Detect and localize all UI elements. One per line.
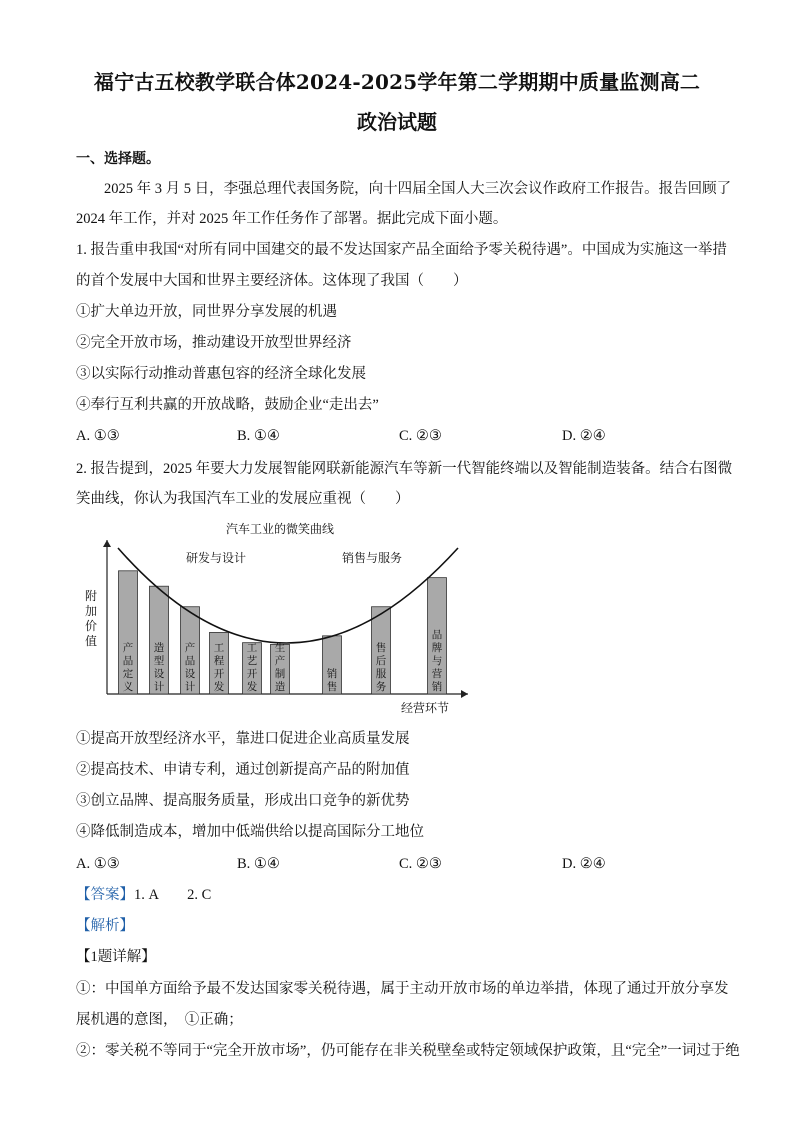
- smile-curve-line: [118, 548, 458, 643]
- section-heading: 一、选择题。: [76, 151, 160, 167]
- q2-item-4: ④降低制造成本，增加中低端供给以提高国际分工地位: [76, 824, 424, 840]
- category-label-char: 开: [213, 668, 225, 680]
- q2-item-2: ②提高技术、申请专利，通过创新提高产品的附加值: [76, 762, 410, 778]
- category-label-char: 品: [122, 655, 134, 667]
- intro-line-1: 2025 年 3 月 5 日，李强总理代表国务院，向十四届全国人大三次会议作政府工作报告。报告回顾了: [104, 181, 732, 197]
- category-label-char: 开: [246, 668, 258, 680]
- category-label-char: 销: [431, 681, 443, 693]
- category-label-char: 售: [326, 681, 338, 693]
- category-label-char: 售: [375, 642, 387, 654]
- category-label-char: 定: [122, 668, 134, 680]
- category-label-char: 产: [184, 642, 196, 654]
- smile-curve-chart: [80, 518, 480, 718]
- category-label-char: 造: [153, 642, 165, 654]
- category-label-char: 计: [184, 681, 196, 693]
- chart-title: 汽车工业的微笑曲线: [225, 522, 335, 536]
- category-label-char: 与: [431, 655, 443, 667]
- category-label-char: 生: [274, 642, 286, 654]
- answer-label: 【答案】: [76, 887, 134, 903]
- q1-stem-line-2: 的首个发展中大国和世界主要经济体。这体现了我国（ ）: [76, 273, 468, 289]
- category-label-char: 后: [375, 655, 387, 667]
- category-label-char: 务: [375, 681, 387, 693]
- analysis-label: 【解析】: [76, 918, 134, 934]
- x-axis-label: 经营环节: [400, 701, 450, 715]
- x-axis-arrow: [461, 690, 468, 698]
- q1-item-3: ③以实际行动推动普惠包容的经济全球化发展: [76, 366, 366, 382]
- q1-item-4: ④奉行互利共赢的开放战略，鼓励企业“走出去”: [76, 397, 379, 413]
- category-label-char: 服: [375, 668, 387, 680]
- category-label-char: 营: [431, 668, 443, 680]
- category-label-char: 制: [274, 668, 286, 680]
- category-label-char: 牌: [431, 642, 443, 654]
- annotation-rd: 研发与设计: [185, 551, 247, 565]
- q2-stem-line-1: 2. 报告提到，2025 年要大力发展智能网联新能源汽车等新一代智能终端以及智能制造装备。结合右图微: [76, 461, 733, 477]
- category-label-char: 品: [431, 629, 443, 641]
- detail-label: 【1题详解】: [76, 949, 156, 965]
- detail-para1-line1: ①：中国单方面给予最不发达国家零关税待遇，属于主动开放市场的单边举措，体现了通过开放分享发: [76, 981, 729, 997]
- q1-item-2: ②完全开放市场，推动建设开放型世界经济: [76, 335, 352, 351]
- chart-svg: [80, 518, 480, 718]
- category-label-char: 义: [122, 681, 134, 693]
- category-label-char: 程: [213, 655, 225, 667]
- answer-text: 1. A 2. C: [134, 887, 212, 903]
- q2-option-d: D. ②④: [562, 856, 606, 872]
- category-label-char: 品: [184, 655, 196, 667]
- q1-option-b: B. ①④: [237, 428, 280, 444]
- category-label-char: 发: [246, 681, 258, 693]
- page-subtitle: 政治试题: [357, 110, 437, 134]
- category-label-char: 型: [153, 655, 165, 667]
- y-axis-label-char: 价: [84, 619, 98, 633]
- category-label-char: 产: [122, 642, 134, 654]
- category-label-char: 艺: [246, 655, 258, 667]
- q2-item-3: ③创立品牌、提高服务质量，形成出口竞争的新优势: [76, 793, 410, 809]
- annotation-sales: 销售与服务: [341, 551, 403, 565]
- detail-para1-line2: 展机遇的意图， ①正确；: [76, 1012, 243, 1028]
- category-label-char: 计: [153, 681, 165, 693]
- category-label-char: 设: [153, 668, 165, 680]
- intro-line-2: 2024 年工作，并对 2025 年工作任务作了部署。据此完成下面小题。: [76, 211, 508, 227]
- q2-stem-line-2: 笑曲线，你认为我国汽车工业的发展应重视（ ）: [76, 491, 410, 507]
- category-label-char: 销: [326, 668, 338, 680]
- q1-item-1: ①扩大单边开放，同世界分享发展的机遇: [76, 304, 337, 320]
- category-label-char: 发: [213, 681, 225, 693]
- category-label-char: 造: [274, 681, 286, 693]
- y-axis-arrow: [103, 540, 111, 547]
- category-label-char: 产: [274, 655, 286, 667]
- category-label-char: 工: [213, 642, 225, 654]
- q1-option-d: D. ②④: [562, 428, 606, 444]
- page-title: 福宁古五校教学联合体2024-2025学年第二学期期中质量监测高二: [93, 70, 701, 94]
- detail-para2-line1: ②：零关税不等同于“完全开放市场”，仍可能存在非关税壁垒或特定领域保护政策，且“完全”一词过于绝: [76, 1043, 740, 1059]
- y-axis-label-char: 附: [84, 589, 98, 603]
- q2-option-a: A. ①③: [76, 856, 120, 872]
- category-label-char: 设: [184, 668, 196, 680]
- y-axis-label-char: 加: [84, 604, 98, 618]
- q2-item-1: ①提高开放型经济水平，靠进口促进企业高质量发展: [76, 731, 410, 747]
- q2-option-b: B. ①④: [237, 856, 280, 872]
- q2-option-c: C. ②③: [399, 856, 442, 872]
- answer-line: [76, 886, 211, 904]
- q1-option-a: A. ①③: [76, 428, 120, 444]
- q1-option-c: C. ②③: [399, 428, 442, 444]
- q1-stem-line-1: 1. 报告重申我国“对所有同中国建交的最不发达国家产品全面给予零关税待遇”。中国成为实施这一举措: [76, 242, 727, 258]
- y-axis-label-char: 值: [84, 634, 98, 648]
- category-label-char: 工: [246, 642, 258, 654]
